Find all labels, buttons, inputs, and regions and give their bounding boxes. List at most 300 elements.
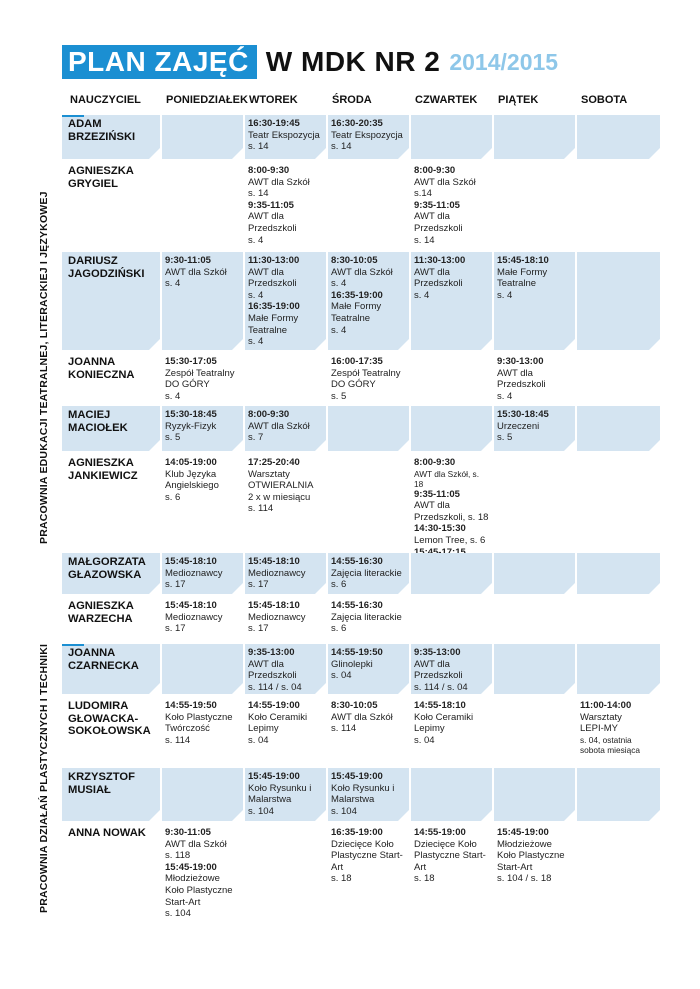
teacher-name-line: MACIOŁEK (68, 421, 128, 434)
corner-cut (649, 339, 660, 350)
schedule-cell (162, 162, 243, 249)
corner-cut (564, 583, 575, 594)
class-info: Zespół Teatralny (331, 367, 401, 379)
schedule-cell (328, 644, 409, 694)
class-info: Art (331, 861, 344, 873)
class-note: AWT dla Szkół, s. 18 (414, 468, 480, 489)
class-info: Młodzieżowe (497, 838, 552, 850)
class-info: AWT dla Szkół (165, 266, 227, 278)
class-info: s. 04 (248, 734, 269, 746)
class-info: Przedszkoli (248, 278, 297, 290)
class-info: DO GÓRY (331, 379, 376, 391)
corner-cut (398, 440, 409, 451)
class-info: s. 114 (248, 503, 274, 515)
schedule-cell (245, 454, 326, 550)
class-info: Przedszkoli, s. 18 (414, 511, 489, 523)
class-time: 14:55-18:10 (414, 700, 466, 711)
class-info: Angielskiego (165, 480, 219, 492)
class-time: 17:25-20:40 (248, 457, 300, 468)
class-info: Plastyczne Start- (414, 850, 486, 862)
class-info: s. 4 (248, 336, 264, 348)
class-time: 9:35-11:05 (248, 199, 294, 211)
class-info: Koło Rysunku i (248, 782, 312, 794)
class-info: Twórczość (165, 723, 210, 735)
class-time: 14:55-19:00 (414, 827, 466, 838)
corner-cut (149, 583, 160, 594)
corner-cut (481, 810, 492, 821)
class-info: Teatralne (248, 324, 288, 336)
class-info: Zajęcia literackie (331, 611, 402, 623)
class-info: Dziecięce Koło (331, 838, 394, 850)
corner-cut (481, 583, 492, 594)
teacher-name-line: SOKOŁOWSKA (68, 725, 151, 737)
class-info: OTWIERALNIA (248, 480, 314, 492)
teacher-name-line: MACIEJ (68, 409, 111, 421)
teacher-name-line: LUDOMIRA (68, 700, 129, 712)
class-time: 9:35-13:00 (248, 647, 295, 658)
class-time: 16:30-20:35 (331, 118, 383, 129)
class-info: s. 114 (331, 723, 357, 735)
schedule-cell (245, 597, 326, 641)
class-info: Koło Rysunku i (331, 782, 395, 794)
class-info: s. 18 (331, 873, 352, 885)
schedule-cell (328, 115, 409, 159)
class-info: s. 104 (248, 805, 274, 817)
class-info: Teatr Ekspozycja (248, 129, 320, 141)
teacher-name (62, 252, 160, 350)
class-time: 15:45-18:10 (165, 600, 217, 611)
schedule-cell (162, 553, 243, 594)
corner-cut (149, 810, 160, 821)
class-time: 15:45-18:10 (248, 600, 300, 611)
class-time: 9:30-11:05 (165, 255, 211, 266)
column-header: CZWARTEK (415, 94, 478, 106)
corner-cut (398, 810, 409, 821)
class-info: s. 6 (165, 491, 181, 503)
class-info: Medioznawcy (248, 611, 306, 623)
class-time: 14:55-19:50 (165, 700, 217, 711)
column-header: ŚRODA (332, 94, 372, 106)
schedule-cell (162, 697, 243, 765)
schedule-cell (494, 768, 575, 821)
class-time: 8:00-9:30 (414, 165, 456, 176)
corner-cut (564, 810, 575, 821)
schedule-cell (162, 115, 243, 159)
teacher-name (62, 768, 160, 821)
schedule-cell (577, 162, 660, 249)
class-info: DO GÓRY (165, 379, 210, 391)
schedule-cell (411, 644, 492, 694)
class-info: s. 118 (165, 850, 191, 862)
class-info: s. 4 (248, 234, 264, 246)
table-row (62, 644, 660, 694)
table-row (62, 406, 660, 451)
class-info: Przedszkoli (248, 670, 297, 682)
class-info: Przedszkoli (497, 379, 546, 391)
corner-cut (315, 440, 326, 451)
class-info: Klub Języka (165, 468, 217, 480)
corner-cut (481, 440, 492, 451)
schedule-cell (162, 597, 243, 641)
class-time: 8:00-9:30 (248, 409, 290, 420)
class-info: AWT dla Szkół (248, 420, 310, 432)
schedule-cell (494, 162, 575, 249)
class-info: Zajęcia literackie (331, 567, 402, 579)
class-info: AWT dla (414, 500, 450, 512)
class-info: s. 4 (497, 390, 513, 402)
table-row (62, 597, 660, 641)
schedule-cell (411, 553, 492, 594)
teacher-name (62, 353, 160, 403)
class-info: s. 17 (165, 623, 186, 635)
teacher-name-line: WARZECHA (68, 612, 133, 625)
schedule-cell (577, 553, 660, 594)
schedule-cell (577, 697, 660, 765)
class-info: Zespół Teatralny (165, 367, 235, 379)
section-divider-2 (62, 644, 84, 646)
schedule-cell (411, 824, 492, 936)
table-row (62, 697, 660, 765)
class-info: AWT dla Szkół (331, 711, 393, 723)
class-info: s. 104 (331, 805, 357, 817)
class-info: s. 14 (414, 234, 435, 246)
class-info: s. 4 (165, 390, 181, 402)
schedule-cell (494, 597, 575, 641)
corner-cut (315, 683, 326, 694)
schedule-cell (494, 353, 575, 403)
teacher-name-line: BRZEZIŃSKI (68, 130, 136, 143)
schedule-cell (411, 115, 492, 159)
class-info: Lepimy (248, 723, 279, 735)
schedule-cell (245, 697, 326, 765)
schedule-cell (411, 697, 492, 765)
corner-cut (149, 148, 160, 159)
class-info: Koło Ceramiki (414, 711, 474, 723)
schedule-cell (577, 644, 660, 694)
class-info: Lepimy (414, 723, 445, 735)
column-header: PIĄTEK (498, 94, 539, 106)
schedule-cell (494, 553, 575, 594)
class-info: s. 4 (497, 289, 513, 301)
class-time: 16:35-19:00 (331, 289, 383, 301)
schedule-cell (577, 824, 660, 936)
corner-cut (398, 583, 409, 594)
class-info: Medioznawcy (248, 567, 306, 579)
class-info: Koło Plastyczne (165, 711, 233, 723)
corner-cut (315, 583, 326, 594)
teacher-name (62, 597, 160, 641)
class-time: 11:30-13:00 (248, 255, 300, 266)
corner-cut (481, 148, 492, 159)
class-info: Malarstwa (248, 794, 292, 806)
class-info: Start-Art (497, 861, 533, 873)
title-highlight: PLAN ZAJĘĆ (62, 45, 257, 79)
schedule-cell (245, 115, 326, 159)
class-time: 8:00-9:30 (248, 165, 290, 176)
corner-cut (232, 440, 243, 451)
class-info: AWT dla (414, 658, 450, 670)
class-info: s. 14 (331, 141, 352, 153)
class-info: s. 17 (248, 623, 269, 635)
class-time: 8:30-10:05 (331, 700, 378, 711)
section-label-art: PRACOWNIA DZIAŁAŃ PLASTYCZNYCH I TECHNIKI (38, 643, 50, 913)
teacher-name-line: KONIECZNA (68, 368, 135, 381)
class-info: Warsztaty (248, 468, 290, 480)
schedule-cell (577, 353, 660, 403)
class-info: s. 04 (331, 670, 352, 682)
schedule-cell (494, 454, 575, 550)
title-year: 2014/2015 (449, 48, 559, 75)
class-info: s.14 (414, 188, 432, 200)
class-time: 15:30-18:45 (497, 409, 549, 420)
class-info: Teatr Ekspozycja (331, 129, 403, 141)
table-row (62, 162, 660, 249)
teacher-name-line: CZARNECKA (68, 659, 139, 672)
class-info: AWT dla Szkół (248, 176, 310, 188)
class-info: s. 4 (165, 278, 181, 290)
class-info: Ryzyk-Fizyk (165, 420, 217, 432)
teacher-name-line: AGNIESZKA (68, 600, 134, 612)
schedule-cell (577, 597, 660, 641)
class-time: 15:30-17:05 (165, 356, 217, 367)
class-info: Małe Formy (331, 301, 382, 313)
class-time: 14:05-19:00 (165, 457, 217, 468)
teacher-name-line: MAŁGORZATA (68, 556, 146, 568)
schedule-cell (494, 697, 575, 765)
corner-cut (232, 810, 243, 821)
corner-cut (564, 339, 575, 350)
class-info: Dziecięce Koło (414, 838, 477, 850)
schedule-cell (162, 252, 243, 350)
class-info: s. 7 (248, 432, 264, 444)
class-info: s. 6 (331, 623, 347, 635)
class-info: s. 4 (248, 289, 264, 301)
column-header: WTOREK (249, 94, 298, 106)
teacher-name-line: JANKIEWICZ (68, 469, 138, 482)
schedule-cell (328, 697, 409, 765)
class-info: Malarstwa (331, 794, 375, 806)
schedule-cell (245, 644, 326, 694)
class-info: Warsztaty (580, 711, 622, 723)
class-info: Koło Plastyczne (165, 884, 233, 896)
class-info: Koło Plastyczne (497, 850, 565, 862)
corner-cut (149, 339, 160, 350)
class-info: AWT dla (248, 266, 284, 278)
teacher-name (62, 115, 160, 159)
teacher-name (62, 644, 160, 694)
corner-cut (564, 148, 575, 159)
class-info: s. 14 (248, 141, 269, 153)
title-main: W MDK NR 2 (265, 46, 441, 77)
class-time: 8:00-9:30 (414, 457, 456, 468)
class-time: 9:35-11:05 (414, 199, 460, 211)
teacher-name (62, 406, 160, 451)
teacher-name (62, 824, 160, 936)
class-time: 14:55-19:00 (248, 700, 300, 711)
table-row (62, 252, 660, 350)
page-title (62, 45, 558, 79)
teacher-name-line: ADAM (68, 118, 102, 130)
class-info: AWT dla (248, 658, 284, 670)
class-info: s. 104 (165, 908, 191, 920)
class-info: AWT dla (248, 211, 284, 223)
schedule-cell (245, 553, 326, 594)
schedule-cell (577, 454, 660, 550)
teacher-name-line: JOANNA (68, 647, 116, 659)
class-time: 15:45-18:10 (497, 255, 549, 266)
schedule-cell (411, 597, 492, 641)
table-row (62, 115, 660, 159)
corner-cut (649, 583, 660, 594)
table-row (62, 824, 660, 936)
class-info: Urzeczeni (497, 420, 540, 432)
class-time: 15:30-18:45 (165, 409, 217, 420)
schedule-cell (494, 824, 575, 936)
class-time: 14:55-19:50 (331, 647, 383, 658)
schedule-cell (411, 353, 492, 403)
class-time: 9:30-13:00 (497, 356, 544, 367)
class-info: AWT dla (414, 211, 450, 223)
teacher-name-line: GŁAZOWSKA (68, 568, 142, 581)
section-divider-1 (62, 115, 84, 117)
corner-cut (232, 683, 243, 694)
class-time: 14:30-15:30 (414, 523, 466, 535)
corner-cut (232, 339, 243, 350)
schedule-cell (162, 406, 243, 451)
schedule-cell (577, 252, 660, 350)
class-info: Przedszkoli (414, 670, 463, 682)
class-info: AWT dla (497, 367, 533, 379)
schedule-cell (494, 644, 575, 694)
schedule-cell (411, 252, 492, 350)
class-info: Teatralne (497, 278, 537, 290)
teacher-name-line: JAGODZIŃSKI (68, 267, 145, 280)
class-info: Przedszkoli (414, 278, 463, 290)
class-info: s. 114 (165, 734, 191, 746)
corner-cut (649, 440, 660, 451)
teacher-name-line: AGNIESZKA (68, 165, 134, 177)
schedule-cell (162, 644, 243, 694)
corner-cut (315, 339, 326, 350)
teacher-name-line: KRZYSZTOF (68, 771, 135, 783)
corner-cut (564, 683, 575, 694)
schedule-cell (328, 353, 409, 403)
class-info: Start-Art (165, 896, 201, 908)
schedule-cell (328, 553, 409, 594)
schedule-cell (411, 162, 492, 249)
class-time: 16:35-19:00 (331, 827, 383, 838)
class-info: Lemon Tree, s. 6 (414, 534, 486, 546)
schedule-cell (494, 252, 575, 350)
corner-cut (649, 810, 660, 821)
teacher-name (62, 454, 160, 550)
class-info: Przedszkoli (414, 222, 463, 234)
class-info: s. 4 (331, 324, 347, 336)
teacher-name-line: GRYGIEL (68, 177, 118, 190)
corner-cut (149, 683, 160, 694)
section-label-theatre: PRACOWNIA EDUKACJI TEATRALNEJ, LITERACKIEJ I JĘZYKOWEJ (38, 191, 50, 544)
table-row (62, 553, 660, 594)
class-time: 11:00-14:00 (580, 700, 632, 711)
corner-cut (481, 339, 492, 350)
class-time: 14:55-16:30 (331, 600, 383, 611)
class-info: Medioznawcy (165, 611, 223, 623)
class-info: s. 4 (331, 278, 347, 290)
class-info: s. 6 (331, 579, 347, 591)
class-info: Małe Formy (248, 312, 299, 324)
class-info: AWT dla Szkół (414, 176, 476, 188)
class-info: s. 5 (165, 432, 181, 444)
corner-cut (398, 339, 409, 350)
schedule-cell (245, 353, 326, 403)
class-time: 16:35-19:00 (248, 301, 300, 313)
table-row (62, 454, 660, 550)
teacher-name (62, 162, 160, 249)
schedule-cell (577, 768, 660, 821)
schedule-cell (328, 768, 409, 821)
corner-cut (149, 440, 160, 451)
schedule-cell (162, 824, 243, 936)
class-info: LEPI-MY (580, 723, 619, 735)
teacher-name-line: MUSIAŁ (68, 783, 111, 796)
class-info: s. 17 (165, 579, 186, 591)
class-info: Przedszkoli (248, 222, 297, 234)
corner-cut (398, 683, 409, 694)
class-info: AWT dla Szkół (331, 266, 393, 278)
schedule-cell (328, 162, 409, 249)
schedule-cell (411, 454, 492, 550)
class-info: Plastyczne Start- (331, 850, 403, 862)
column-header: NAUCZYCIEL (70, 94, 141, 106)
class-time: 9:35-11:05 (414, 488, 460, 500)
teacher-name-line: DARIUSZ (68, 255, 118, 267)
class-info: s. 114 / s. 04 (414, 681, 468, 693)
class-info: s. 104 / s. 18 (497, 873, 552, 885)
schedule-cell (411, 768, 492, 821)
schedule-cell (245, 768, 326, 821)
class-time: 9:30-11:05 (165, 827, 211, 838)
table-row (62, 353, 660, 403)
class-info: 2 x w miesiącu (248, 491, 311, 503)
class-info: Art (414, 861, 427, 873)
corner-cut (649, 148, 660, 159)
teacher-name-line: JOANNA (68, 356, 116, 368)
teacher-name (62, 697, 160, 765)
class-info: Glinolepki (331, 658, 373, 670)
class-info: s. 5 (331, 390, 347, 402)
schedule-cell (328, 824, 409, 936)
column-header: SOBOTA (581, 94, 628, 106)
schedule-cell (328, 406, 409, 451)
class-note: sobota miesiąca (580, 744, 640, 755)
teacher-name-line: ANNA NOWAK (68, 827, 146, 839)
schedule-cell (162, 353, 243, 403)
class-time: 16:00-17:35 (331, 356, 383, 367)
class-time: 15:45-18:10 (248, 556, 300, 567)
schedule-cell (162, 454, 243, 550)
class-time: 9:35-13:00 (414, 647, 461, 658)
class-info: Małe Formy (497, 266, 548, 278)
schedule-cell (245, 162, 326, 249)
schedule-cell (494, 115, 575, 159)
schedule-cell (245, 252, 326, 350)
schedule-cell (245, 824, 326, 936)
corner-cut (398, 148, 409, 159)
class-info: s. 114 / s. 04 (248, 681, 302, 693)
class-time: 15:45-19:00 (165, 861, 217, 873)
schedule-cell (162, 768, 243, 821)
schedule-cell (328, 252, 409, 350)
